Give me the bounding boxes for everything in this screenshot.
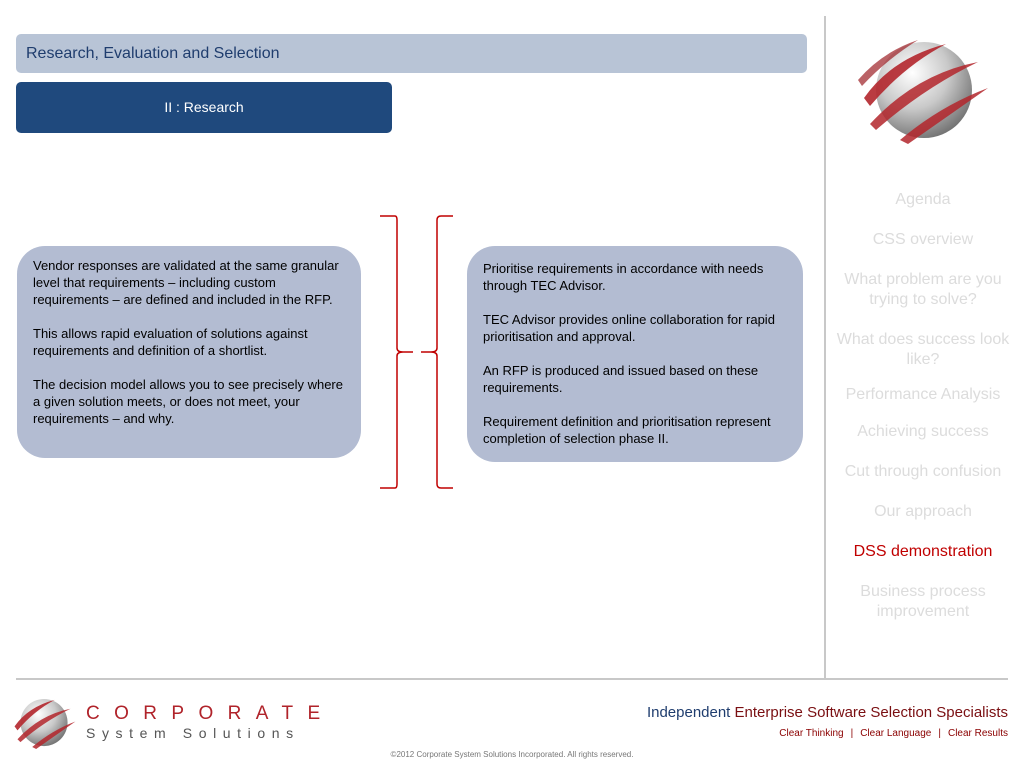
right-paragraph-3: An RFP is produced and issued based on these requirements. bbox=[483, 363, 759, 395]
red-swirl-globe-icon bbox=[856, 36, 992, 146]
footer-logo-icon bbox=[10, 696, 78, 750]
right-paragraph-4: Requirement definition and prioritisation represent completion of selection phase II. bbox=[483, 414, 771, 446]
left-paragraph-2: This allows rapid evaluation of solutions against requirements and definition of a shortlist. bbox=[33, 326, 308, 358]
slogan-separator: | bbox=[850, 728, 854, 739]
sidebar-item-css-overview[interactable]: CSS overview bbox=[872, 231, 974, 248]
page-title: Research, Evaluation and Selection bbox=[26, 45, 280, 62]
slogan bbox=[779, 728, 1008, 739]
sidebar-item-cut-through-confusion[interactable]: Cut through confusion bbox=[844, 463, 1002, 480]
slogan-clear-language: Clear Language bbox=[860, 728, 932, 739]
sidebar-divider bbox=[824, 16, 826, 678]
right-paragraph-2: TEC Advisor provides online collaboration for rapid prioritisation and approval. bbox=[483, 312, 775, 344]
left-info-bubble bbox=[17, 246, 361, 458]
brand-subtitle: System Solutions bbox=[86, 725, 300, 741]
tagline-specialists: Enterprise Software Selection Specialists bbox=[734, 704, 1008, 721]
title-bar bbox=[16, 34, 807, 73]
sidebar-item-dss-demonstration[interactable]: DSS demonstration bbox=[853, 543, 993, 560]
right-paragraph-1: Prioritise requirements in accordance with needs through TEC Advisor. bbox=[483, 261, 764, 293]
left-paragraph-1: Vendor responses are validated at the same granular level that requirements – including custom requirements – are defined and included in the RFP. bbox=[33, 258, 339, 307]
sidebar-item-what-success[interactable]: What does success look like? bbox=[836, 331, 1010, 368]
slogan-separator: | bbox=[938, 728, 941, 739]
sidebar-item-what-problem[interactable]: What problem are you trying to solve? bbox=[844, 271, 1002, 308]
sidebar-item-business-process[interactable]: Business process improvement bbox=[860, 583, 986, 620]
copyright-notice: ©2012 Corporate System Solutions Incorporated. All rights reserved. bbox=[390, 750, 634, 759]
slogan-clear-thinking: Clear Thinking bbox=[779, 728, 844, 739]
footer-divider bbox=[16, 678, 1008, 680]
bracket-icon bbox=[375, 210, 460, 495]
left-paragraph-3: The decision model allows you to see precisely where a given solution meets, or does not meet, your requirements – and why. bbox=[33, 377, 343, 426]
slogan-clear-results: Clear Results bbox=[947, 728, 1008, 739]
tagline bbox=[647, 704, 1008, 721]
right-info-bubble bbox=[467, 246, 803, 462]
tagline-independent: Independent bbox=[646, 704, 731, 721]
section-header bbox=[16, 82, 392, 133]
sidebar-item-our-approach[interactable]: Our approach bbox=[874, 503, 972, 520]
section-label: II : Research bbox=[164, 99, 244, 115]
brand-name: CORPORATE bbox=[86, 703, 335, 724]
sidebar-item-achieving-success[interactable]: Achieving success bbox=[857, 423, 989, 440]
sidebar-item-performance-analysis[interactable]: Performance Analysis bbox=[845, 386, 1001, 403]
sidebar-item-agenda[interactable]: Agenda bbox=[895, 191, 951, 208]
